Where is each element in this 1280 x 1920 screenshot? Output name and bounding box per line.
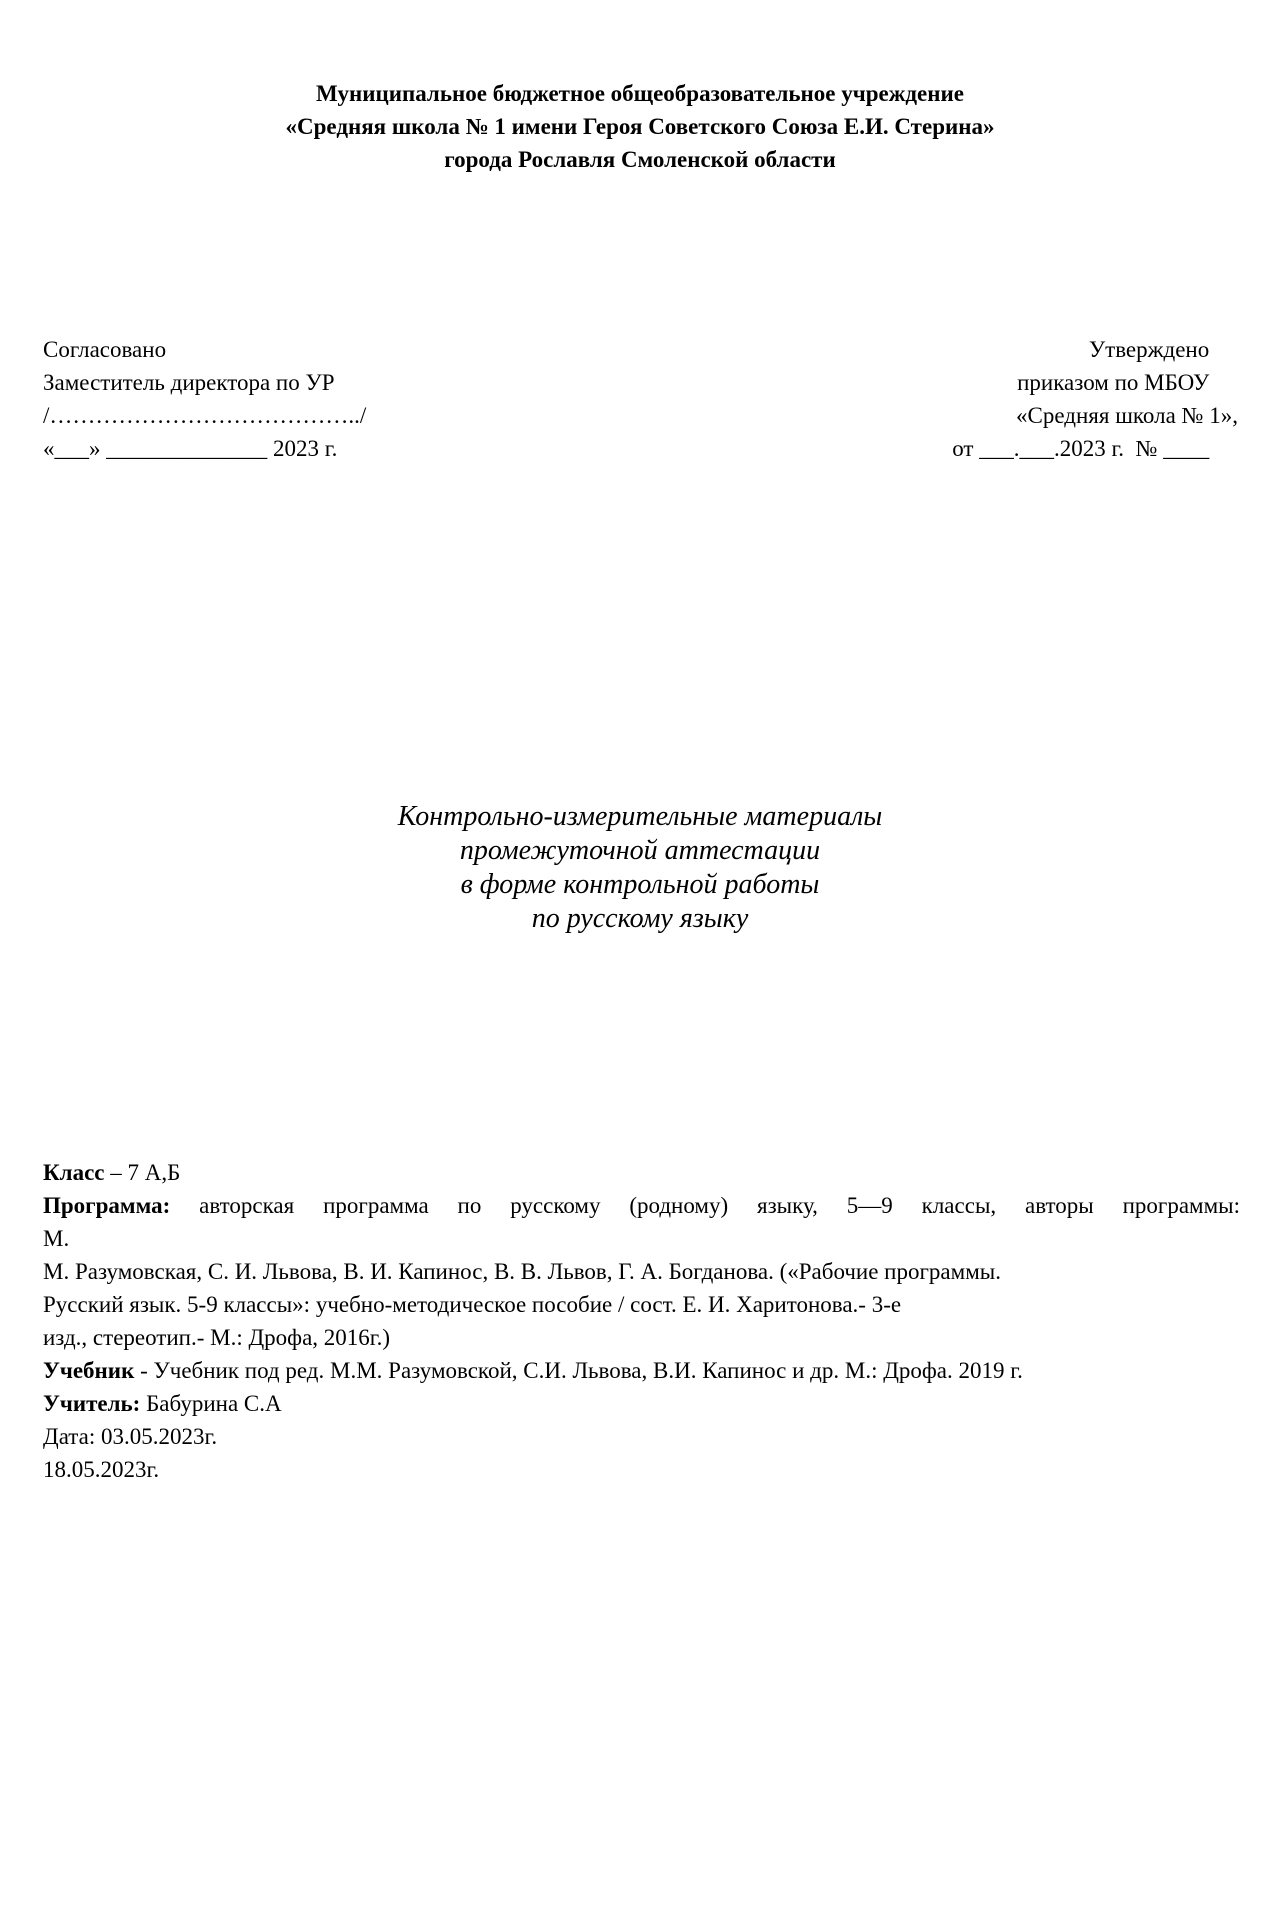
text-segment: - Учебник под ред. М.М. Разумовской, С.И. Львова, В.И. Капинос и др. М.: Дрофа. 2019 г. — [134, 1358, 1023, 1383]
text-line: «Средняя школа № 1», — [1016, 403, 1238, 428]
text-line: от ___.___.2023 г. № ____ — [952, 436, 1238, 461]
text-line — [43, 1255, 1240, 1288]
text-line — [43, 1387, 1240, 1420]
document-details — [43, 1156, 1240, 1486]
text-line: «Средняя школа № 1 имени Героя Советского Союза Е.И. Стерина» — [285, 114, 995, 139]
text-line — [43, 1453, 1240, 1486]
text-segment: Русский язык. 5-9 классы»: учебно-методическое пособие / сост. Е. И. Харитонова.- 3-е — [43, 1292, 902, 1317]
text-line: в форме контрольной работы — [460, 869, 820, 900]
document-header — [0, 77, 1280, 176]
text-line: промежуточной аттестации — [459, 835, 821, 866]
text-line — [43, 1288, 1240, 1321]
approval-left-block — [43, 333, 366, 465]
text-line: по русскому языку — [531, 903, 749, 934]
text-line — [43, 1354, 1240, 1387]
text-segment: М. — [43, 1226, 70, 1251]
text-line: Муниципальное бюджетное общеобразовательное учреждение — [316, 81, 964, 106]
bold-label: Учитель: — [43, 1391, 141, 1416]
text-line: приказом по МБОУ — [1017, 370, 1238, 395]
text-segment: Бабурина С.А — [140, 1391, 282, 1416]
text-line: Заместитель директора по УР — [43, 370, 335, 395]
bold-label: Учебник — [43, 1358, 135, 1383]
text-line — [43, 1222, 1240, 1255]
text-segment: Дата: 03.05.2023г. — [43, 1424, 218, 1449]
text-line — [43, 1156, 1240, 1189]
text-line: города Рославля Смоленской области — [444, 147, 836, 172]
bold-label: Программа: — [43, 1193, 171, 1218]
text-line: Контрольно-измерительные материалы — [397, 801, 883, 832]
text-segment: изд., стереотип.- М.: Дрофа, 2016г.) — [43, 1325, 391, 1350]
text-line: /…………………………………../ — [43, 403, 367, 428]
text-line — [43, 1189, 1240, 1222]
text-line — [43, 1321, 1240, 1354]
text-segment: М. Разумовская, С. И. Львова, В. И. Капинос, В. В. Львов, Г. А. Богданова. («Рабочие программы. — [43, 1259, 1001, 1284]
text-segment: – 7 А,Б — [104, 1160, 181, 1185]
document-title — [0, 800, 1280, 936]
bold-label: Класс — [43, 1160, 105, 1185]
text-line — [43, 1420, 1240, 1453]
text-line: Утверждено — [1088, 337, 1238, 362]
text-line: «___» ______________ 2023 г. — [43, 436, 338, 461]
text-line: Согласовано — [43, 337, 167, 362]
text-segment: авторская программа по русскому (родному) языку, 5—9 классы, авторы программы: — [170, 1193, 1240, 1218]
text-segment: 18.05.2023г. — [43, 1457, 160, 1482]
approval-right-block — [952, 333, 1238, 465]
